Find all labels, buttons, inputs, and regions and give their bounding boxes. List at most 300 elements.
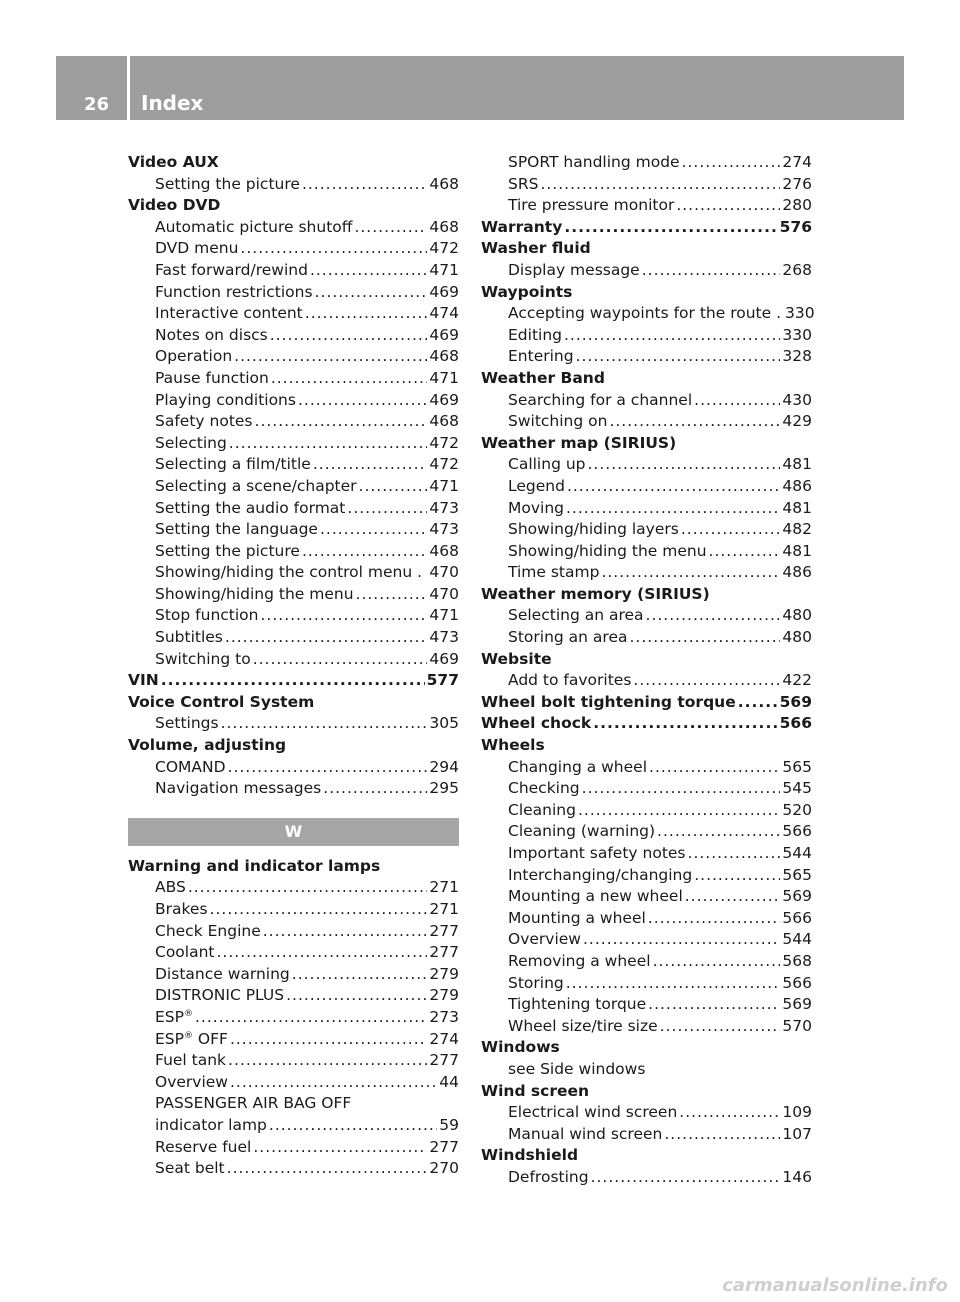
page-reference[interactable]: 277: [429, 921, 459, 940]
leader-dots: [681, 519, 781, 541]
header-divider: [127, 56, 130, 120]
page-reference[interactable]: 473: [429, 628, 459, 647]
leader-dots: [593, 713, 777, 735]
leader-dots: [648, 994, 780, 1016]
entry-label: Wheel bolt tightening torque: [481, 692, 736, 711]
index-subentry[interactable]: [128, 942, 459, 964]
index-subentry[interactable]: [481, 519, 812, 541]
index-heading: Windshield: [481, 1146, 579, 1165]
index-subentry[interactable]: [128, 584, 459, 606]
page-reference[interactable]: 271: [429, 900, 459, 918]
index-subentry[interactable]: [128, 713, 459, 735]
index-heading[interactable]: [481, 713, 812, 735]
page-reference[interactable]: 422: [782, 671, 812, 690]
entry-label: Setting the picture: [155, 541, 300, 560]
entry-label: Electrical wind screen: [508, 1103, 678, 1122]
page-reference[interactable]: 471: [429, 476, 459, 495]
entry-label: Switching to: [155, 649, 251, 668]
index-subentry[interactable]: [128, 1050, 459, 1072]
leader-dots: [161, 670, 425, 692]
entry-label: Setting the audio format: [155, 498, 346, 517]
entry-label: Showing/hiding the menu: [155, 584, 354, 603]
entry-label: Accepting waypoints for the route .: [508, 304, 782, 323]
entry-label: Removing a wheel: [508, 951, 651, 970]
page-reference[interactable]: 471: [429, 368, 459, 387]
index-subentry[interactable]: [128, 1158, 459, 1180]
index-subentry[interactable]: [128, 605, 459, 627]
page-reference[interactable]: 107: [782, 1124, 812, 1143]
page-reference[interactable]: 276: [782, 174, 812, 193]
index-subentry[interactable]: [128, 985, 459, 1007]
entry-label: Setting the picture: [155, 174, 300, 193]
page-reference[interactable]: 44: [439, 1072, 459, 1091]
leader-dots: [271, 368, 428, 390]
index-subentry[interactable]: [128, 476, 459, 498]
page-number: 26: [84, 94, 110, 115]
leader-dots: [253, 649, 428, 671]
index-heading[interactable]: [481, 217, 812, 239]
page-reference[interactable]: 468: [429, 174, 459, 193]
leader-dots: [588, 454, 781, 476]
entry-label: Distance warning: [155, 964, 290, 983]
entry-label: Safety notes: [155, 412, 253, 431]
entry-label: Wheel size/tire size: [508, 1016, 658, 1035]
page-reference[interactable]: 472: [429, 433, 459, 452]
page-reference[interactable]: 566: [782, 822, 812, 841]
page-reference[interactable]: 277: [429, 1137, 459, 1156]
leader-dots: [263, 921, 428, 943]
leader-dots: [609, 411, 780, 433]
leader-dots: [629, 627, 780, 649]
section-letter-bar: W: [128, 818, 459, 846]
leader-dots: [217, 942, 428, 964]
index-heading: Website: [481, 649, 552, 668]
leader-dots: [657, 821, 780, 843]
index-subentry[interactable]: [128, 899, 459, 921]
entry-label: VIN: [128, 671, 159, 690]
entry-label: Fuel tank: [155, 1051, 227, 1070]
leader-dots: [240, 238, 427, 260]
entry-label: Navigation messages: [155, 779, 322, 798]
page-reference[interactable]: 471: [429, 260, 459, 279]
index-subentry[interactable]: [128, 562, 459, 584]
page-reference[interactable]: 279: [429, 986, 459, 1005]
entry-label: Manual wind screen: [508, 1124, 663, 1143]
index-subentry[interactable]: [481, 865, 812, 887]
entry-label: Important safety notes: [508, 844, 686, 862]
leader-dots: [269, 1115, 437, 1137]
entry-label: Showing/hiding the control menu .: [155, 563, 423, 582]
index-subentry[interactable]: [128, 757, 459, 779]
index-subentry[interactable]: [481, 627, 812, 649]
leader-dots: [210, 899, 428, 921]
index-subentry[interactable]: [128, 1072, 459, 1094]
leader-dots: [298, 390, 427, 412]
index-subentry[interactable]: [481, 152, 812, 174]
leader-dots: [320, 519, 427, 541]
page-reference[interactable]: 566: [782, 908, 812, 927]
page-reference[interactable]: 305: [429, 714, 459, 733]
leader-dots: [676, 195, 780, 217]
entry-label: ESP®: [155, 1007, 193, 1026]
page-reference[interactable]: 568: [782, 951, 812, 970]
leader-dots: [682, 152, 781, 174]
leader-dots: [633, 670, 780, 692]
index-subentry[interactable]: [481, 800, 812, 822]
entry-label: Defrosting: [508, 1167, 589, 1186]
entry-label: ESP® OFF: [155, 1029, 228, 1048]
page-reference[interactable]: 470: [429, 584, 459, 603]
page-reference[interactable]: 109: [782, 1103, 812, 1122]
index-heading[interactable]: [481, 692, 812, 714]
page-reference[interactable]: 469: [429, 390, 459, 409]
entry-label: Reserve fuel: [155, 1137, 252, 1156]
index-subentry[interactable]: [481, 195, 812, 217]
page-reference[interactable]: 430: [782, 390, 812, 409]
page-reference[interactable]: 544: [782, 844, 812, 862]
index-subentry[interactable]: [128, 627, 459, 649]
page-reference[interactable]: 469: [429, 282, 459, 301]
leader-dots: [292, 964, 428, 986]
entry-label: SPORT handling mode: [508, 153, 680, 171]
leader-dots: [738, 692, 778, 714]
entry-label: Selecting a scene/chapter: [155, 476, 357, 495]
index-subentry[interactable]: [481, 260, 812, 282]
index-subentry[interactable]: [481, 778, 812, 800]
leader-dots: [566, 498, 780, 520]
page-reference[interactable]: 520: [782, 800, 812, 819]
index-column-right: [481, 152, 815, 1189]
entry-label: indicator lamp: [155, 1115, 267, 1134]
page-reference[interactable]: 565: [782, 865, 812, 884]
entry-label: DVD menu: [155, 239, 239, 258]
leader-dots: [567, 476, 780, 498]
index-subentry[interactable]: [481, 325, 812, 347]
leader-dots: [578, 800, 780, 822]
page-reference[interactable]: 59: [439, 1115, 459, 1134]
entry-label: Selecting a film/title: [155, 455, 311, 474]
leader-dots: [305, 303, 428, 325]
index-heading: Wheels: [481, 736, 545, 755]
leader-dots: [229, 433, 428, 455]
entry-label: Display message: [508, 260, 640, 279]
leader-dots: [646, 605, 781, 627]
leader-dots: [227, 1158, 428, 1180]
index-subentry[interactable]: [481, 454, 812, 476]
index-subentry[interactable]: [128, 921, 459, 943]
leader-dots: [649, 757, 780, 779]
leader-dots: [323, 778, 427, 800]
entry-label: Overview: [155, 1072, 228, 1091]
leader-dots: [679, 1102, 780, 1124]
index-subentry[interactable]: [128, 649, 459, 671]
leader-dots: [286, 985, 427, 1007]
entry-label: ABS: [155, 878, 186, 897]
leader-dots: [648, 908, 781, 930]
index-subentry[interactable]: [128, 238, 459, 260]
entry-label: Fast forward/rewind: [155, 260, 308, 279]
leader-dots: [347, 498, 427, 520]
entry-label: Storing: [508, 973, 564, 992]
page-reference[interactable]: 472: [429, 239, 459, 258]
page-reference[interactable]: 268: [782, 260, 812, 279]
index-subentry[interactable]: [128, 1007, 459, 1029]
leader-dots: [356, 584, 428, 606]
page-reference[interactable]: 570: [782, 1016, 812, 1035]
entry-label: Automatic picture shutoff: [155, 217, 353, 236]
page-reference[interactable]: 473: [429, 498, 459, 517]
index-subentry[interactable]: [481, 346, 812, 368]
index-subentry[interactable]: [128, 260, 459, 282]
index-heading: Weather memory (SIRIUS): [481, 584, 710, 603]
index-subentry[interactable]: [128, 519, 459, 541]
index-subentry[interactable]: [128, 174, 459, 196]
page-reference[interactable]: 486: [782, 563, 812, 582]
index-subentry[interactable]: [481, 411, 812, 433]
entry-label: Switching on: [508, 412, 608, 431]
entry-label: Legend: [508, 476, 565, 495]
index-column-left: [128, 152, 459, 1180]
entry-label: Editing: [508, 325, 562, 344]
entry-label: Interchanging/changing: [508, 865, 693, 884]
entry-label: Showing/hiding the menu: [508, 541, 707, 560]
leader-dots: [228, 1050, 427, 1072]
page-reference[interactable]: 277: [429, 943, 459, 962]
leader-dots: [653, 951, 781, 973]
index-subentry[interactable]: [481, 757, 812, 779]
index-subentry[interactable]: [481, 821, 812, 843]
index-subentry[interactable]: [128, 282, 459, 304]
index-heading: Washer fluid: [481, 239, 591, 258]
index-subentry[interactable]: [128, 217, 459, 239]
entry-label: Calling up: [508, 455, 586, 474]
index-subentry[interactable]: [481, 605, 812, 627]
index-subentry[interactable]: [481, 1102, 812, 1124]
index-subentry[interactable]: [128, 964, 459, 986]
leader-dots: [228, 757, 428, 779]
entry-label: Wheel chock: [481, 714, 592, 733]
index-subentry[interactable]: [128, 1115, 459, 1137]
leader-dots: [302, 541, 427, 563]
page-reference[interactable]: 468: [429, 217, 459, 236]
index-subentry[interactable]: [481, 174, 812, 196]
index-subentry[interactable]: [128, 433, 459, 455]
entry-label: Coolant: [155, 943, 215, 962]
index-heading: Weather map (SIRIUS): [481, 433, 677, 452]
index-subentry[interactable]: [128, 411, 459, 433]
index-heading: Weather Band: [481, 368, 605, 387]
page-reference[interactable]: 330: [782, 325, 812, 344]
page-reference[interactable]: 545: [782, 779, 812, 798]
page-reference[interactable]: 469: [429, 325, 459, 344]
leader-dots: [253, 1137, 427, 1159]
index-subentry[interactable]: [481, 929, 812, 951]
page-reference[interactable]: 472: [429, 455, 459, 474]
index-subentry[interactable]: [128, 454, 459, 476]
page-reference[interactable]: 468: [429, 412, 459, 431]
index-subentry[interactable]: [481, 1124, 812, 1146]
index-subentry[interactable]: [481, 973, 812, 995]
index-subentry[interactable]: [128, 325, 459, 347]
entry-label: Mounting a wheel: [508, 908, 646, 927]
index-subentry[interactable]: [481, 476, 812, 498]
index-subentry[interactable]: [128, 541, 459, 563]
entry-label: Function restrictions: [155, 282, 313, 301]
page-reference[interactable]: 569: [782, 995, 812, 1014]
page-reference[interactable]: 280: [782, 196, 812, 215]
page-reference[interactable]: 468: [429, 347, 459, 366]
entry-label: Setting the language: [155, 520, 318, 539]
entry-label: Mounting a new wheel: [508, 887, 683, 906]
index-subentry[interactable]: [128, 1137, 459, 1159]
watermark: carmanualsonline.info: [722, 1275, 948, 1296]
page-reference[interactable]: 482: [782, 520, 812, 539]
leader-dots: [302, 174, 427, 196]
page-reference[interactable]: 330: [785, 304, 815, 323]
index-subentry[interactable]: [481, 670, 812, 692]
index-subentry[interactable]: [128, 368, 459, 390]
page-reference[interactable]: 577: [426, 671, 459, 690]
page-reference[interactable]: 469: [429, 649, 459, 668]
leader-dots: [576, 346, 781, 368]
page-reference[interactable]: 473: [429, 520, 459, 539]
leader-dots: [564, 325, 780, 347]
page-reference[interactable]: 565: [782, 757, 812, 776]
index-subentry[interactable]: [128, 346, 459, 368]
leader-dots: [195, 1007, 427, 1029]
index-subentry[interactable]: [481, 498, 812, 520]
entry-label: Entering: [508, 347, 574, 366]
entry-label: Operation: [155, 347, 233, 366]
index-subentry[interactable]: [128, 877, 459, 899]
index-subentry[interactable]: [481, 562, 812, 584]
entry-label: Storing an area: [508, 628, 628, 647]
entry-label: Settings: [155, 714, 219, 733]
page-reference[interactable]: 486: [782, 476, 812, 495]
page-reference[interactable]: 471: [429, 606, 459, 625]
leader-dots: [255, 411, 428, 433]
index-subentry[interactable]: [481, 843, 812, 865]
leader-dots: [709, 541, 781, 563]
entry-label: Interactive content: [155, 304, 303, 323]
entry-label: Searching for a channel: [508, 390, 693, 409]
page-reference[interactable]: 576: [779, 217, 812, 236]
page-reference[interactable]: 274: [429, 1029, 459, 1048]
page-reference[interactable]: 277: [429, 1051, 459, 1070]
page-reference[interactable]: 274: [782, 153, 812, 171]
index-subentry[interactable]: [481, 390, 812, 412]
page-reference[interactable]: 474: [429, 304, 459, 323]
index-subentry[interactable]: [128, 498, 459, 520]
page-reference[interactable]: 480: [782, 628, 812, 647]
leader-dots: [582, 778, 781, 800]
page-reference[interactable]: 328: [782, 347, 812, 366]
page-reference[interactable]: 544: [782, 930, 812, 949]
page-reference[interactable]: 470: [429, 563, 459, 582]
leader-dots: [540, 174, 780, 196]
entry-label: Changing a wheel: [508, 757, 648, 776]
index-heading: Wind screen: [481, 1081, 590, 1100]
leader-dots: [694, 390, 780, 412]
index-subentry[interactable]: [481, 908, 812, 930]
entry-label: Showing/hiding layers: [508, 520, 679, 539]
index-subentry: PASSENGER AIR BAG OFF: [155, 1094, 352, 1113]
page-reference[interactable]: 481: [782, 455, 812, 474]
entry-label: Selecting: [155, 433, 227, 452]
leader-dots: [230, 1029, 427, 1051]
leader-dots: [664, 1124, 780, 1146]
entry-label: SRS: [508, 174, 539, 193]
entry-label: Moving: [508, 498, 564, 517]
leader-dots: [660, 1016, 781, 1038]
entry-label: DISTRONIC PLUS: [155, 986, 285, 1005]
page-reference[interactable]: 566: [779, 714, 812, 733]
index-subentry[interactable]: [481, 951, 812, 973]
index-heading[interactable]: [128, 670, 459, 692]
entry-label: Add to favorites: [508, 671, 632, 690]
index-heading: Windows: [481, 1038, 560, 1057]
leader-dots: [225, 627, 428, 649]
entry-label: Overview: [508, 930, 581, 949]
page-reference[interactable]: 271: [429, 878, 459, 897]
entry-label: Notes on discs: [155, 325, 268, 344]
index-subentry[interactable]: [481, 994, 812, 1016]
leader-dots: [601, 562, 780, 584]
entry-label: Subtitles: [155, 628, 223, 647]
index-subentry[interactable]: [481, 541, 812, 563]
entry-label: Time stamp: [508, 563, 600, 582]
page-reference[interactable]: 429: [782, 412, 812, 431]
leader-dots: [315, 282, 428, 304]
entry-label: Stop function: [155, 606, 259, 625]
index-subentry[interactable]: [128, 778, 459, 800]
entry-label: Playing conditions: [155, 390, 296, 409]
index-subentry[interactable]: [128, 1029, 459, 1051]
index-subentry[interactable]: [128, 390, 459, 412]
leader-dots: [566, 973, 781, 995]
entry-label: COMAND: [155, 757, 226, 776]
page-reference[interactable]: 294: [429, 757, 459, 776]
page-reference[interactable]: 270: [429, 1159, 459, 1178]
leader-dots: [313, 454, 428, 476]
page-reference[interactable]: 481: [782, 541, 812, 560]
leader-dots: [354, 217, 427, 239]
page-reference[interactable]: 481: [782, 498, 812, 517]
entry-label: Tire pressure monitor: [508, 196, 675, 215]
page-reference[interactable]: 468: [429, 541, 459, 560]
page-reference[interactable]: 146: [782, 1167, 812, 1186]
page-reference[interactable]: 273: [429, 1007, 459, 1026]
entry-label: Tightening torque: [508, 995, 647, 1014]
entry-label: Pause function: [155, 368, 269, 387]
index-subentry[interactable]: [481, 303, 815, 325]
page-reference[interactable]: 480: [782, 606, 812, 625]
leader-dots: [694, 865, 780, 887]
page-reference[interactable]: 569: [779, 692, 812, 711]
index-subentry[interactable]: [481, 1016, 812, 1038]
page-reference[interactable]: 566: [782, 973, 812, 992]
index-subentry[interactable]: [481, 1167, 812, 1189]
index-subentry[interactable]: [481, 886, 812, 908]
leader-dots: [270, 325, 428, 347]
index-subentry[interactable]: [128, 303, 459, 325]
page-reference[interactable]: 295: [429, 779, 459, 798]
page-reference[interactable]: 569: [782, 887, 812, 906]
page-reference[interactable]: 279: [429, 964, 459, 983]
leader-dots: [564, 217, 777, 239]
index-heading: Waypoints: [481, 282, 573, 301]
leader-dots: [583, 929, 780, 951]
